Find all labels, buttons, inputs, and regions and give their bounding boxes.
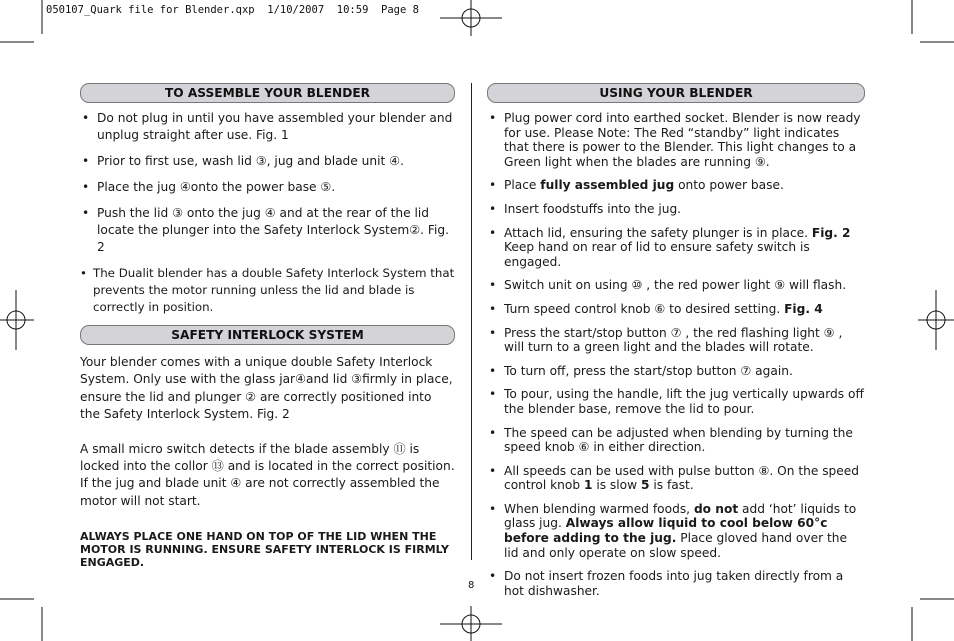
body-text: Turn speed control knob ⑥ to desired setting. [504,301,785,316]
right-column [487,83,865,607]
body-text: To turn off, press the start/stop button ⑦ again. [504,363,793,378]
body-text: Insert foodstuffs into the jug. [504,201,682,216]
page-number: 8 [468,580,475,591]
list-item [487,387,865,416]
body-text: When blending warmed foods, [504,501,694,516]
safety-paragraph: A small micro switch detects if the blade assembly ⑪ is locked into the collor ⑬ and is located in the correct position. If the jug and blade unit ④ are not correctly assembled the motor will not start. [80,441,455,508]
body-text: add ‘hot’ liquids to glass jug. [504,501,857,531]
body-text: Press the start/stop button ⑦ , the red flashing light ⑨ , will turn to a green light and the blades will rotate. [504,325,843,355]
body-text: To pour, using the handle, lift the jug vertically upwards off the blender base, remove the lid to pour. [504,387,864,416]
body-text: Plug power cord into earthed socket. Blender is now ready for use. Please Note: The Red “standby” light indicates that there is power to the Blender. This light changes to a Green light when the blades are running ⑨. [504,111,861,169]
emphasis-text: Always allow liquid to cool below 60°c before adding to the jug. [504,516,828,546]
assemble-heading: TO ASSEMBLE YOUR BLENDER [80,83,455,103]
list-item [487,569,865,598]
body-text: All speeds can be used with pulse button ⑧. On the speed control knob [504,463,860,493]
using-heading: USING YOUR BLENDER [487,83,865,103]
list-item [487,502,865,560]
assemble-list [80,110,455,316]
list-item: • Prior to first use, wash lid ③, jug and blade unit ④. [80,153,455,170]
body-text: The speed can be adjusted when blending by turning the speed knob ⑥ in either direction. [504,425,853,455]
emphasis-text: do not [693,501,739,516]
body-text: Attach lid, ensuring the safety plunger is in place. [504,225,812,240]
body-text: Place [504,178,541,193]
emphasis-text: Fig. 4 [784,301,823,316]
emphasis-text: 1 [583,478,593,493]
column-divider [471,83,472,560]
body-text: Keep hand on rear of lid to ensure safety switch is engaged. [504,240,810,269]
list-item [487,178,865,193]
body-text: Do not insert frozen foods into jug taken directly from a hot dishwasher. [504,569,844,598]
list-item: • The Dualit blender has a double Safety Interlock System that prevents the motor running unless the lid and blade is correctly in position. [80,265,455,316]
emphasis-text: 5 [640,478,650,493]
body-text: is slow [592,478,641,493]
list-item [487,464,865,493]
list-item [487,278,865,293]
list-item: • Do not plug in until you have assembled your blender and unplug straight after use. Fig. 1 [80,110,455,144]
list-item [487,364,865,379]
left-column [80,83,455,569]
body-text: Switch unit on using ⑩ , the red power light ⑨ will flash. [504,278,847,293]
list-item [487,202,865,217]
list-item [487,226,865,270]
list-item: • Place the jug ④onto the power base ⑤. [80,179,455,196]
list-item [487,111,865,169]
emphasis-text: Fig. 2 [811,225,851,240]
list-item [487,302,865,317]
list-item: • Push the lid ③ onto the jug ④ and at the rear of the lid locate the plunger into the Safety Interlock System②. Fig. 2 [80,205,455,256]
print-slug: 050107_Quark file for Blender.qxp 1/10/2007 10:59 Page 8 [46,4,419,16]
using-list [487,111,865,598]
emphasis-text: fully assembled jug [540,178,675,193]
safety-paragraph: Your blender comes with a unique double Safety Interlock System. Only use with the glass jar④and lid ③firmly in place, ensure the lid and plunger ② are correctly positioned into the Safety Interlock System. Fig. 2 [80,355,453,422]
body-text: onto power base. [674,178,784,193]
safety-heading: SAFETY INTERLOCK SYSTEM [80,325,455,345]
safety-warning: ALWAYS PLACE ONE HAND ON TOP OF THE LID WHEN THE MOTOR IS RUNNING. ENSURE SAFETY INTERLOCK IS FIRMLY ENGAGED. [80,530,449,570]
list-item [487,326,865,355]
body-text: Place gloved hand over the lid and only operate on slow speed. [504,531,847,560]
body-text: is fast. [649,478,694,493]
list-item [487,426,865,455]
